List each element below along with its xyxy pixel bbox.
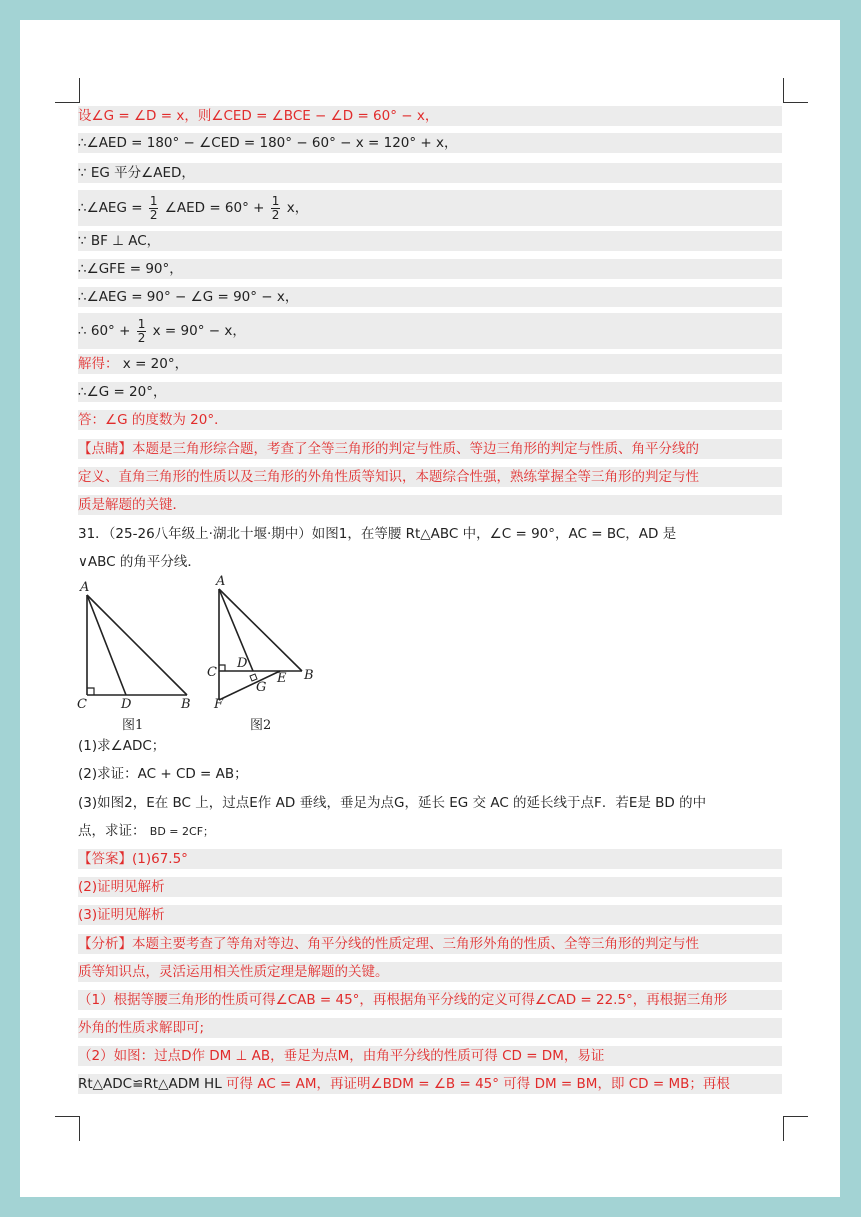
fraction-half: $\frac{1}{2}$ bbox=[137, 316, 146, 345]
answer-1: 【答案】(1)67.5° bbox=[78, 849, 782, 869]
crop-mark-bottom-right bbox=[783, 1116, 808, 1141]
analysis-line-1: 【分析】本题主要考查了等角对等边、角平分线的性质定理、三角形外角的性质、全等三角形的判定与性 bbox=[78, 934, 782, 954]
fig1-label-D: D bbox=[121, 697, 132, 712]
problem-31-line-1: 31．（25-26八年级上·湖北十堰·期中）如图1，在等腰 Rt△ABC 中，∠C = 90°，AC = BC，AD 是 bbox=[78, 526, 677, 542]
fraction-half: $\frac{1}{2}$ bbox=[271, 193, 280, 222]
fig2-label-C: C bbox=[207, 665, 217, 680]
fig1-label-B: B bbox=[181, 697, 191, 712]
crop-mark-bottom-left bbox=[55, 1116, 80, 1141]
question-2: (2)求证：AC + CD = AB； bbox=[78, 766, 248, 782]
fig2-label-B: B bbox=[304, 668, 314, 683]
fig1-caption: 图1 bbox=[122, 718, 144, 733]
comment-line-3: 质是解题的关键． bbox=[78, 495, 782, 515]
fig1-label-C: C bbox=[77, 697, 87, 712]
question-3-line-1: (3)如图2，E在 BC 上，过点E作 AD 垂线，垂足为点G，延长 EG 交 AC 的延长线于点F．若E是 BD 的中 bbox=[78, 795, 707, 811]
solution-line-9: 解得： x = 20°， bbox=[78, 354, 782, 374]
fraction-half: $\frac{1}{2}$ bbox=[149, 193, 158, 222]
answer-3: (3)证明见解析 bbox=[78, 905, 782, 925]
crop-mark-top-right bbox=[783, 78, 808, 103]
question-3-line-2: 点，求证： BD = 2CF； bbox=[78, 823, 215, 839]
answer-2: (2)证明见解析 bbox=[78, 877, 782, 897]
analysis-line-2: 质等知识点，灵活运用相关性质定理是解题的关键。 bbox=[78, 962, 782, 982]
analysis-line-5: （2）如图：过点D作 DM ⊥ AB，垂足为点M，由角平分线的性质可得 CD = DM，易证 bbox=[78, 1046, 782, 1066]
comment-line-1: 【点睛】本题是三角形综合题，考查了全等三角形的判定与性质、等边三角形的判定与性质、角平分线的 bbox=[78, 439, 782, 459]
solution-line-4: ∴∠AEG = $\frac{1}{2}$ ∠AED = 60° + $\frac{1}{2}$ x， bbox=[78, 190, 782, 226]
geometry-figures bbox=[60, 575, 350, 735]
solution-line-1: 设∠G = ∠D = x，则∠CED = ∠BCE − ∠D = 60° − x， bbox=[78, 106, 782, 126]
solution-line-6: ∴∠GFE = 90°， bbox=[78, 259, 782, 279]
fig2-label-G: G bbox=[256, 680, 267, 695]
fig2-label-A: A bbox=[216, 574, 226, 589]
solution-line-10: ∴∠G = 20°， bbox=[78, 382, 782, 402]
solution-line-2: ∴∠AED = 180° − ∠CED = 180° − 60° − x = 120° + x， bbox=[78, 133, 782, 153]
figure-1 bbox=[87, 595, 187, 695]
solution-line-8: ∴ 60° + $\frac{1}{2}$ x = 90° − x， bbox=[78, 313, 782, 349]
fig1-label-A: A bbox=[80, 580, 90, 595]
problem-31-line-2: ∨ABC 的角平分线． bbox=[78, 554, 201, 570]
fig2-caption: 图2 bbox=[250, 718, 272, 733]
solution-line-3: ∵ EG 平分∠AED， bbox=[78, 163, 782, 183]
fig2-label-F: F bbox=[214, 697, 224, 712]
solution-line-7: ∴∠AEG = 90° − ∠G = 90° − x， bbox=[78, 287, 782, 307]
analysis-line-3: （1）根据等腰三角形的性质可得∠CAB = 45°，再根据角平分线的定义可得∠CAD = 22.5°，再根据三角形 bbox=[78, 990, 782, 1010]
analysis-line-6: Rt△ADC≌Rt△ADM HL 可得 AC = AM，再证明∠BDM = ∠B = 45° 可得 DM = BM，即 CD = MB；再根 bbox=[78, 1074, 782, 1094]
comment-line-2: 定义、直角三角形的性质以及三角形的外角性质等知识，本题综合性强，熟练掌握全等三角形的判定与性 bbox=[78, 467, 782, 487]
fig2-label-E: E bbox=[277, 671, 287, 686]
crop-mark-top-left bbox=[55, 78, 80, 103]
question-1: (1)求∠ADC； bbox=[78, 738, 166, 754]
solution-answer: 答：∠G 的度数为 20°． bbox=[78, 410, 782, 430]
solution-line-5: ∵ BF ⊥ AC， bbox=[78, 231, 782, 251]
analysis-line-4: 外角的性质求解即可; bbox=[78, 1018, 782, 1038]
fig2-label-D: D bbox=[237, 656, 248, 671]
